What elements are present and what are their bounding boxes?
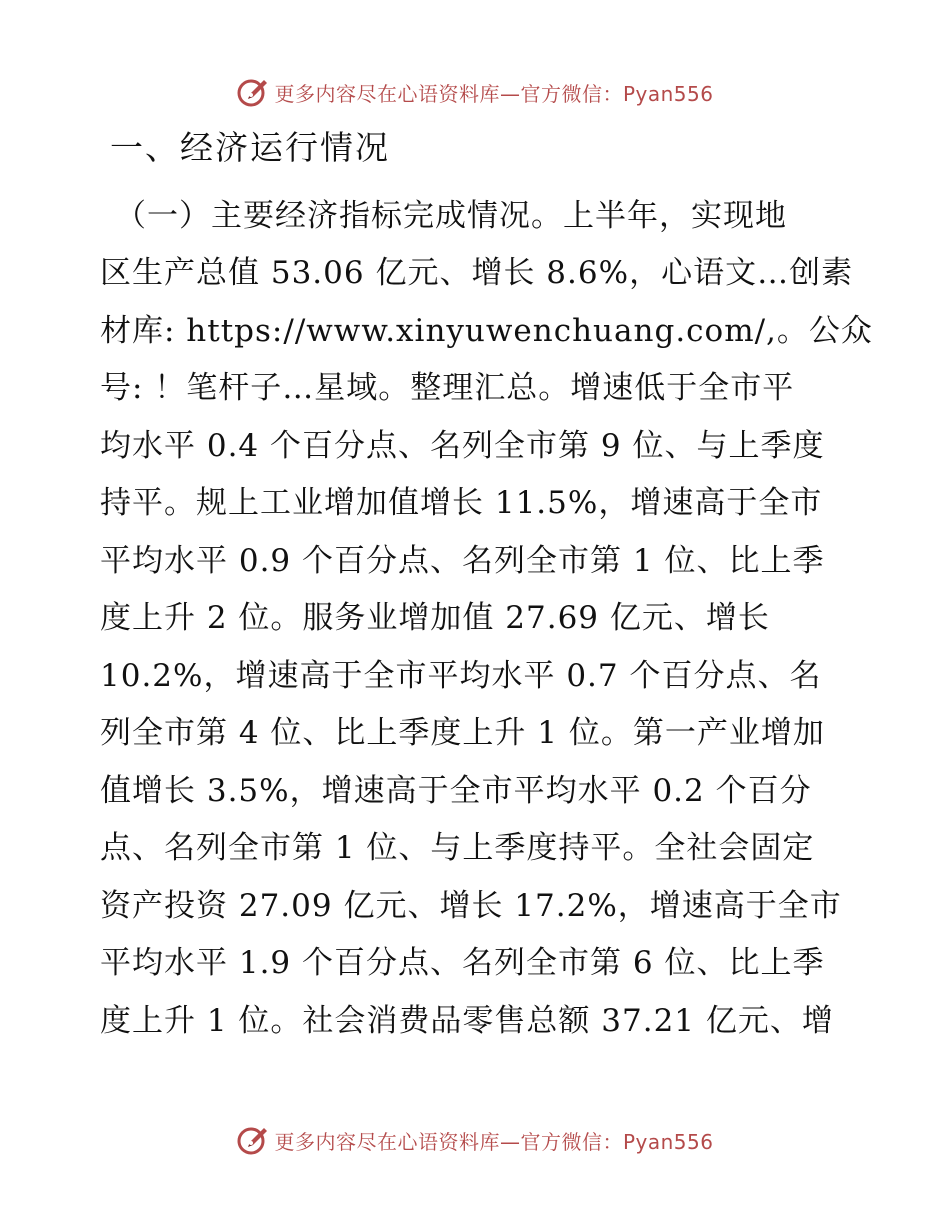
body-line: 值增长 3.5%，增速高于全市平均水平 0.2 个百分 [100, 773, 812, 809]
body-line: 材库: https://www.xinyuwenchuang.com/,。公众 [100, 313, 873, 349]
body-line: （一）主要经济指标完成情况。上半年，实现地 [115, 198, 787, 234]
watermark-text: 更多内容尽在心语资料库—官方微信：Pyan556 [274, 1129, 714, 1154]
watermark-text: 更多内容尽在心语资料库—官方微信：Pyan556 [274, 81, 714, 106]
body-line: 列全市第 4 位、比上季度上升 1 位。第一产业增加 [100, 715, 825, 751]
body-line: 号: ！笔杆子…星域。整理汇总。增速低于全市平 [100, 370, 795, 406]
body-line: 平均水平 0.9 个百分点、名列全市第 1 位、比上季 [100, 543, 825, 579]
body-line: 点、名列全市第 1 位、与上季度持平。全社会固定 [100, 830, 815, 866]
footer-watermark-banner [0, 1120, 950, 1160]
body-line: 资产投资 27.09 亿元、增长 17.2%，增速高于全市 [100, 888, 842, 924]
body-line: 区生产总值 53.06 亿元、增长 8.6%，心语文…创素 [100, 255, 854, 291]
body-line: 度上升 2 位。服务业增加值 27.69 亿元、增长 [100, 600, 770, 636]
pen-nib-logo-icon [236, 75, 270, 109]
pen-nib-logo-icon [236, 1123, 270, 1157]
body-line: 度上升 1 位。社会消费品零售总额 37.21 亿元、增 [100, 1003, 834, 1039]
body-line: 持平。规上工业增加值增长 11.5%，增速高于全市 [100, 485, 823, 521]
section-heading: 一、经济运行情况 [110, 128, 390, 167]
header-watermark-banner [0, 72, 950, 112]
body-line: 10.2%，增速高于全市平均水平 0.7 个百分点、名 [100, 658, 822, 694]
body-line: 均水平 0.4 个百分点、名列全市第 9 位、与上季度 [100, 428, 825, 464]
body-line: 平均水平 1.9 个百分点、名列全市第 6 位、比上季 [100, 945, 825, 981]
